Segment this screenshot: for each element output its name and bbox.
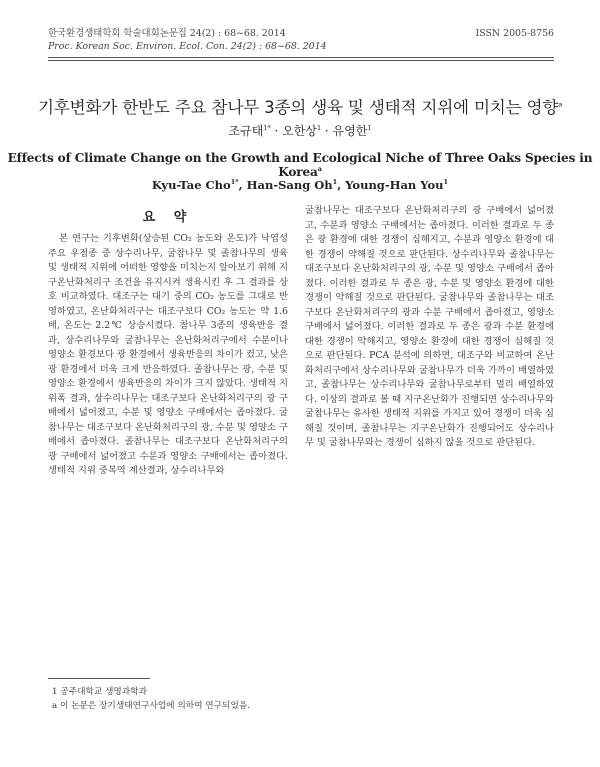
author-en-3: Young-Han You <box>345 178 444 192</box>
title-korean-mark: a <box>558 100 562 109</box>
abstract-column-right <box>305 204 554 451</box>
abstract-paragraph-right: 굴참나무는 대조구보다 온난화처리구의 광 구배에서 넓어졌고, 수분과 영양소 구배에서는 좁아졌다. 이러한 결과로 두 종은 광 환경에 대한 경쟁이 심해지고, 수분과 영양소 환경에 대한 경쟁이 약해질 것으로 판단된다. 상수리나무와 졸참나무는 대조구보다 온난화처리구의 광, 수분 및 영양소 구배에서 좁아졌다. 이러한 결과로 두 종은 광, 수분 및 영양소 환경에 대한 경쟁이 약해질 것으로 판단된다. 굴참나무와 졸참나무는 대조구보다 온난화처리구의 광과 수분 구배에서 좁아졌고, 영양소 구배에서 넓어졌다. 이러한 결과로 두 종은 광과 수분 환경에 대한 경쟁이 약해지고, 영양소 환경에 대한 경쟁이 심해질 것으로 판단된다. PCA 분석에 의하면, 대조구와 비교하여 온난화처리구에서 상수리나무와 굴참나무가 더욱 가까이 배열하였고, 졸참나무는 상수리나무와 굴참나무로부터 멀리 배열하였다. 이상의 결과로 볼 때 지구온난화가 진행되면 상수리나무와 굴참나무는 유사한 생태적 지위를 가지고 있어 경쟁이 더욱 심해질 것이며, 졸참나무는 지구온난화가 진행되어도 상수리나무 및 굴참나무와는 경쟁이 심하지 않을 것으로 판단된다. <box>305 205 554 448</box>
author-en-2: Han-Sang Oh <box>246 178 333 192</box>
title-english-text: Effects of Climate Change on the Growth and Ecological Niche of Three Oaks Species in Korea <box>7 151 593 179</box>
authors-korean <box>0 122 600 139</box>
author-separator: · <box>270 124 283 138</box>
abstract-paragraph-left: 본 연구는 기후변화(상승된 CO₂ 농도와 온도)가 낙엽성 주요 우점종 중 상수리나무, 굴참나무 및 졸참나무의 생육 및 생태적 지위에 어떠한 영향을 미치는지 알아보기 위해 지구온난화처리구 조건을 유지시켜 생육시킨 후 그 결과를 상호 비교하였다. 대조구는 대기 중의 CO₂ 농도를 그대로 반영하였고, 온난화처리구는 대조구보다 CO₂ 농도는 약 1.6배, 온도는 2.2℃ 상승시켰다. 참나무 3종의 생육반응 결과, 상수리나무와 굴참나무는 온난화처리구에서 수분이나 영양소 환경보다 광 환경에서 생육반응의 차이가 컸고, 낮은 광 환경에서 더욱 크게 반응하였다. 졸참나무는 광, 수분 및 영양소 환경에서 생육반응의 차이가 크지 않았다. 생태적 지위폭 결과, 상수리나무는 대조구보다 온난화처리구의 광 구배에서 넓어졌고, 수분 및 영양소 구배에서는 좁아졌다. 굴참나무는 대조구보다 온난화처리구의 광, 수분 및 영양소 구배에서 좁아졌다. 졸참나무는 대조구보다 온난화처리구의 광 구배에서 넓어졌고 수분과 영양소 구배에서는 좁아졌다. 생태적 지위 중복역 계산결과, 상수리나무와 <box>48 233 288 476</box>
footnote-affiliation <box>52 686 147 698</box>
header-rule-top <box>48 57 554 58</box>
author-en-1: Kyu-Tae Cho <box>151 178 231 192</box>
title-english-mark: a <box>317 164 322 173</box>
abstract-column-left <box>48 232 288 479</box>
header-rule-bottom <box>48 60 554 61</box>
footnote-affiliation-mark: 1 <box>52 687 58 697</box>
author-ko-1-affil: 1* <box>263 124 271 132</box>
issn: ISSN 2005-8756 <box>475 28 554 39</box>
author-en-1-affil: 1* <box>230 178 239 187</box>
abstract-heading: 요 약 <box>142 210 194 225</box>
footnote-rule <box>48 678 150 679</box>
title-korean <box>0 94 600 118</box>
title-korean-text: 기후변화가 한반도 주요 참나무 3종의 생육 및 생태적 지위에 미치는 영향 <box>38 98 559 117</box>
author-separator: · <box>321 124 333 138</box>
author-en-2-affil: 1 <box>332 178 338 187</box>
author-separator: , <box>337 178 346 192</box>
footnote-funding-mark: a <box>52 701 58 711</box>
running-header <box>48 27 554 53</box>
author-ko-1: 조규태 <box>228 124 264 138</box>
journal-citation-ko: 한국환경생태학회 학술대회논문집 24(2) : 68~68. 2014 <box>48 28 286 39</box>
authors-english <box>0 178 600 192</box>
author-ko-3-affil: 1 <box>367 124 372 132</box>
journal-citation-en: Proc. Korean Soc. Environ. Ecol. Con. 24(2) : 68~68. 2014 <box>48 41 327 52</box>
author-ko-2-affil: 1 <box>316 124 322 132</box>
author-ko-3: 유영한 <box>332 124 368 138</box>
footnote-funding <box>52 700 250 712</box>
author-ko-2: 오한상 <box>282 124 317 138</box>
footnote-affiliation-text: 공주대학교 생명과학과 <box>60 687 147 697</box>
footnote-funding-text: 이 논문은 장기생태연구사업에 의하여 연구되었음. <box>59 701 250 711</box>
title-english <box>0 151 600 179</box>
author-separator: , <box>238 178 247 192</box>
author-en-3-affil: 1 <box>443 178 449 187</box>
